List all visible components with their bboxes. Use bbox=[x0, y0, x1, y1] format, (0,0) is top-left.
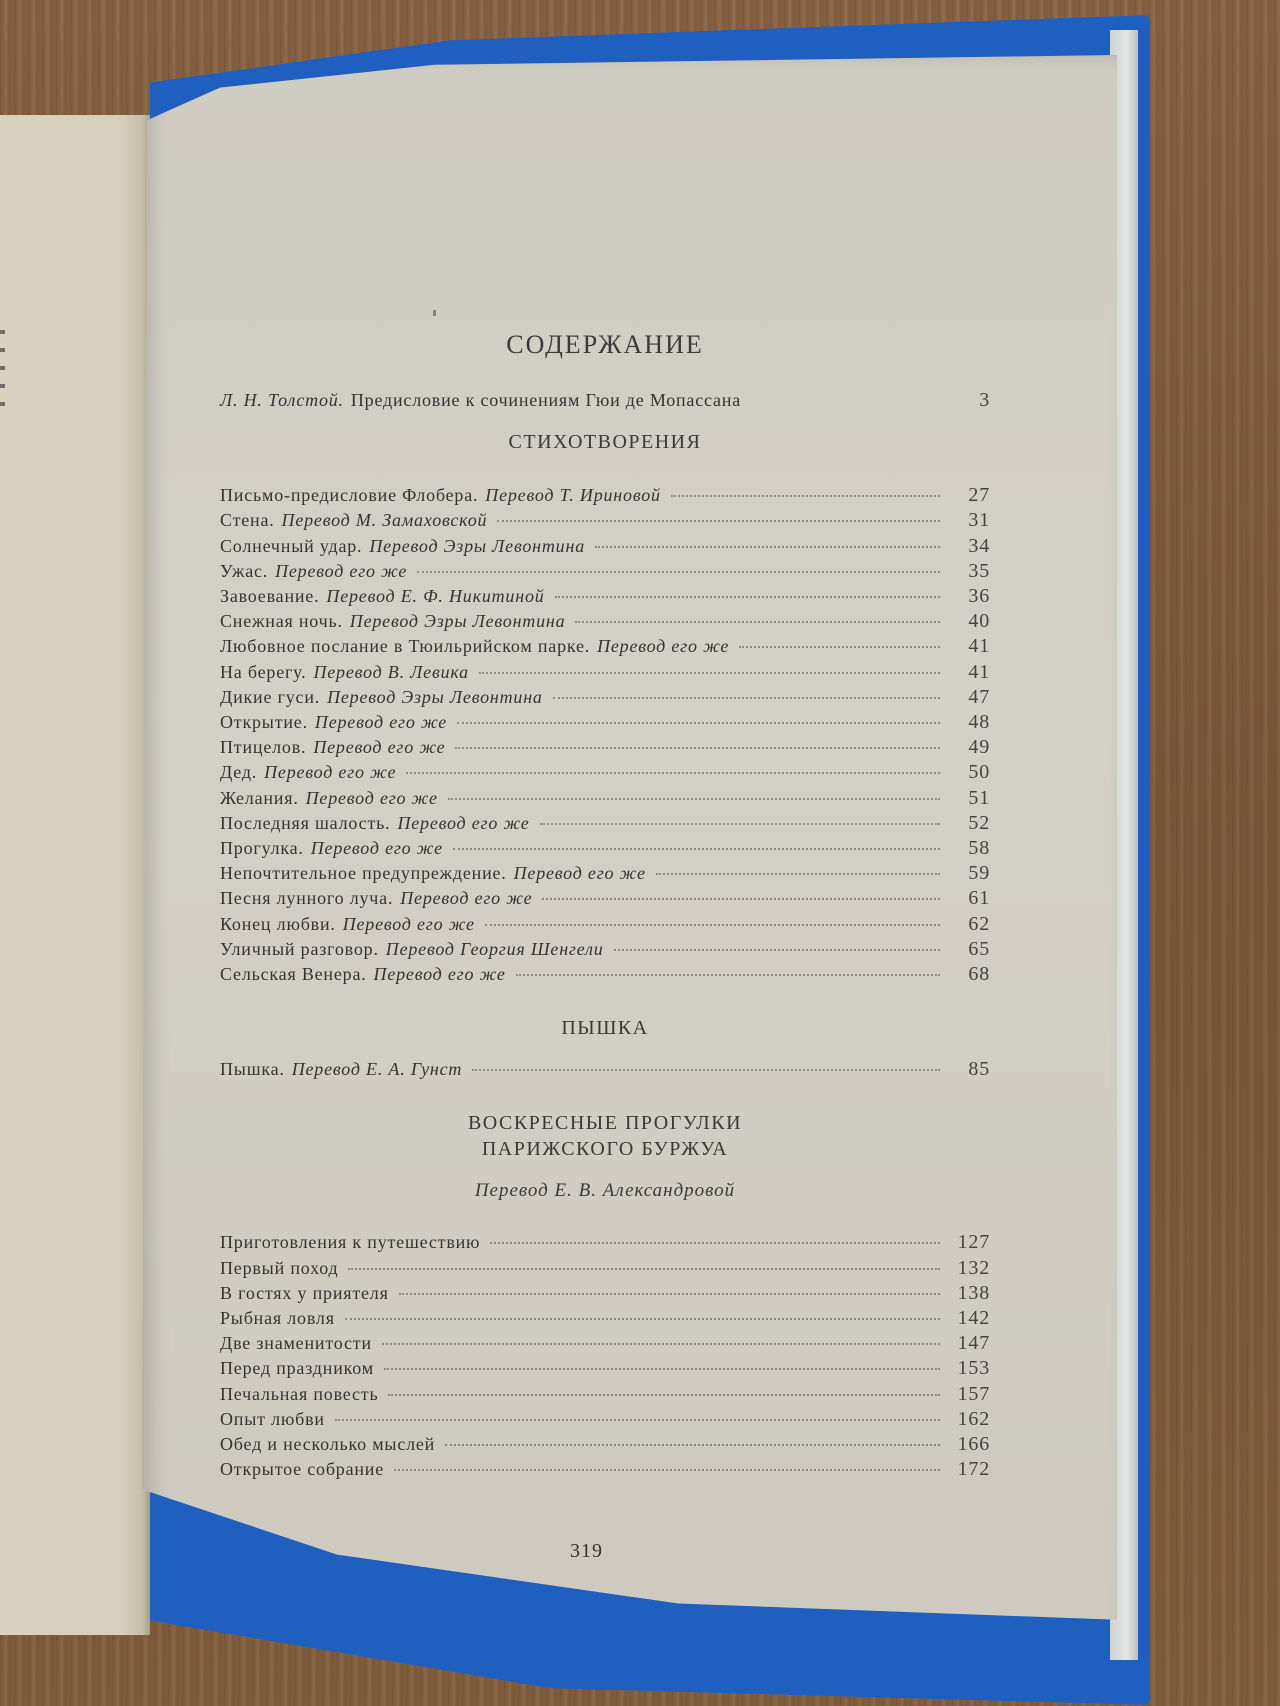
toc-entry: Сельская Венера. Перевод его же 68 bbox=[220, 963, 990, 986]
table-of-contents bbox=[220, 330, 990, 1483]
toc-entry: Печальная повесть 157 bbox=[220, 1382, 990, 1405]
toc-entry: Желания. Перевод его же 51 bbox=[220, 786, 990, 809]
toc-entry: Дед. Перевод его же 50 bbox=[220, 761, 990, 784]
toc-entry: Солнечный удар. Перевод Эзры Левонтина 34 bbox=[220, 534, 990, 557]
toc-entry: В гостях у приятеля 138 bbox=[220, 1281, 990, 1304]
toc-entry: Снежная ночь. Перевод Эзры Левонтина 40 bbox=[220, 610, 990, 633]
toc-entry: Открытие. Перевод его же 48 bbox=[220, 711, 990, 734]
section-heading-sunday-walks: ВОСКРЕСНЫЕ ПРОГУЛКИ ПАРИЖСКОГО БУРЖУА bbox=[467, 1112, 743, 1161]
toc-title: СОДЕРЖАНИЕ bbox=[506, 330, 704, 359]
toc-entry: Уличный разговор. Перевод Георгия Шенгели 65 bbox=[220, 937, 990, 960]
toc-entry: Опыт любви 162 bbox=[220, 1407, 990, 1430]
toc-entry: Дикие гуси. Перевод Эзры Левонтина 47 bbox=[220, 685, 990, 708]
preface-author: Л. Н. Толстой. bbox=[220, 390, 344, 410]
toc-entry: Любовное послание в Тюильрийском парке. Перевод его же 41 bbox=[220, 635, 990, 658]
preface-title: Предисловие к сочинениям Гюи де Мопассана bbox=[350, 390, 742, 410]
section-translator: Перевод Е. В. Александровой bbox=[474, 1180, 736, 1202]
toc-entry: Последняя шалость. Перевод его же 52 bbox=[220, 811, 990, 834]
toc-entry: Рыбная ловля 142 bbox=[220, 1307, 990, 1330]
left-page-text-fragments bbox=[0, 330, 8, 420]
toc-entry: Песня лунного луча. Перевод его же 61 bbox=[220, 887, 990, 910]
page-ref: 3 bbox=[979, 389, 990, 411]
toc-entry: Пышка. Перевод Е. А. Гунст 85 bbox=[220, 1058, 990, 1081]
page-number: 319 bbox=[570, 1540, 603, 1562]
toc-entry: Непочтительное предупреждение. Перевод его же 59 bbox=[220, 862, 990, 885]
toc-entry: Перед праздником 153 bbox=[220, 1357, 990, 1380]
toc-entry: Обед и несколько мыслей 166 bbox=[220, 1433, 990, 1456]
leader-dots bbox=[751, 399, 940, 402]
toc-entry: Стена. Перевод М. Замаховской 31 bbox=[220, 509, 990, 532]
toc-entry: Письмо-предисловие Флобера. Перевод Т. Ириновой 27 bbox=[220, 484, 990, 507]
toc-entry: Завоевание. Перевод Е. Ф. Никитиной 36 bbox=[220, 585, 990, 608]
toc-entry: Открытое собрание 172 bbox=[220, 1458, 990, 1481]
section-heading-pyshka: ПЫШКА bbox=[561, 1017, 649, 1040]
speck bbox=[433, 310, 436, 316]
toc-entry: Ужас. Перевод его же 35 bbox=[220, 559, 990, 582]
section-heading-poems: СТИХОТВОРЕНИЯ bbox=[508, 431, 702, 454]
poems-list bbox=[220, 483, 990, 987]
toc-entry-preface bbox=[220, 388, 990, 413]
toc-entry: Первый поход 132 bbox=[220, 1256, 990, 1279]
toc-entry: На берегу. Перевод В. Левика 41 bbox=[220, 660, 990, 683]
toc-entry: Приготовления к путешествию 127 bbox=[220, 1231, 990, 1254]
toc-entry: Птицелов. Перевод его же 49 bbox=[220, 736, 990, 759]
toc-entry: Прогулка. Перевод его же 58 bbox=[220, 837, 990, 860]
sunday-walks-list bbox=[220, 1230, 990, 1482]
toc-entry: Конец любви. Перевод его же 62 bbox=[220, 912, 990, 935]
left-page bbox=[0, 115, 150, 1635]
toc-entry: Две знаменитости 147 bbox=[220, 1332, 990, 1355]
